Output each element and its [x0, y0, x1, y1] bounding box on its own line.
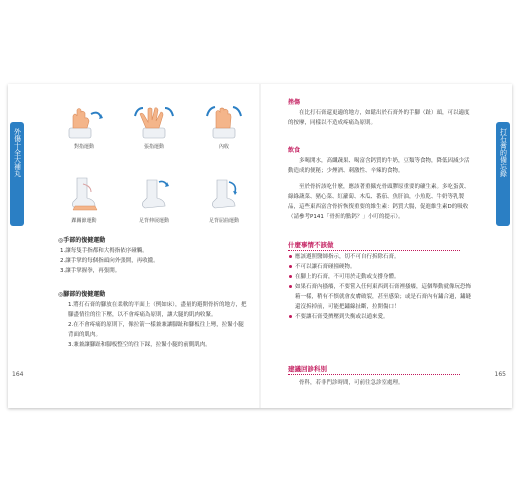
spread-fingers-hand-icon — [131, 104, 177, 140]
illustration-spread-fingers — [128, 104, 180, 150]
left-page — [8, 84, 260, 408]
list-item: 2.在不會疼痛的原則下，像拉箭一樣兼兼讓腳趾和腳板往上彎，拉緊小腿背面的肌肉。 — [68, 322, 244, 338]
section-title: ◎手部的復健運動 — [58, 237, 106, 244]
list-item: 2.讓手掌的每個指頭向外張開，再收攏。 — [60, 258, 159, 264]
list-item: 1.讓每隻手指都和大拇指依序碰觸。 — [60, 248, 148, 254]
list-item: 應該遵照醫師指示，切不可自行拆除石膏。 — [288, 252, 474, 262]
list-item: 不要讓石膏受擠壓到失衡或以通來愛。 — [288, 312, 474, 322]
adduct-fingers-hand-icon — [201, 104, 247, 140]
illustration-finger-touch — [58, 104, 110, 150]
illustration-caption: 內收 — [218, 144, 229, 150]
illustration-plantarflexion — [198, 176, 250, 224]
book-spread — [8, 84, 512, 408]
dont-section-title: 什麼事情不該做 — [288, 240, 460, 251]
page-number-right: 165 — [494, 371, 506, 378]
clinic-section-title: 建議回診科別 — [288, 364, 460, 375]
illustration-caption: 足背屈曲運動 — [208, 218, 239, 224]
fracture-block — [288, 98, 474, 128]
ankle-exercise-foot-icon — [61, 176, 107, 214]
fracture-label: 挫傷 — [288, 99, 301, 106]
finger-touch-hand-icon — [61, 104, 107, 140]
foot-exercise-section — [58, 290, 248, 350]
section-title: ◎腳部的復健運動 — [58, 291, 106, 298]
plantarflexion-foot-icon — [201, 176, 247, 214]
diet-label: 飲食 — [288, 147, 301, 154]
illustration-caption: 踝關節運動 — [71, 218, 97, 224]
list-item: 不可以讓石膏碰撞硬物。 — [288, 262, 474, 272]
fracture-text: 在比打石膏還更適的地方，如鬆出於石膏外的手腳（趾）頭，可以適度的按摩，同樣以不造成疼痛為原則。 — [288, 110, 470, 126]
list-item: 3.讓手掌握拳，再張開。 — [60, 268, 121, 274]
page-number-left: 164 — [12, 371, 24, 378]
diet-text-1: 多喝開水，高纖蔬果、喝富含鈣質的牛奶，豆類等食物，降低因減少活動造成的便秘；少煙酒、刺激性、辛辣的食物。 — [288, 158, 470, 174]
dont-list — [288, 252, 474, 322]
clinic-text: 骨科，若非門診時間，可前往急診室處理。 — [299, 380, 404, 386]
list-item: 在腳上的石膏，不可用於走動或支撐身體。 — [288, 272, 474, 282]
right-side-tab-label: 打石膏的備忘錄 — [499, 128, 508, 177]
left-side-tab — [10, 122, 24, 226]
illustration-caption: 張指運動 — [143, 144, 164, 150]
dorsiflexion-foot-icon — [131, 176, 177, 214]
left-side-tab-label: 外傷十全大補丸 — [13, 128, 22, 177]
list-item: 3.兼兼讓腳趾和腳板整空的往下踩，拉緊小腿的前側肌肉。 — [68, 342, 211, 348]
diet-block — [288, 146, 474, 222]
foot-illustrations-row — [58, 176, 250, 224]
right-side-tab — [496, 122, 510, 226]
illustration-ankle — [58, 176, 110, 224]
illustration-dorsiflexion — [128, 176, 180, 224]
illustration-caption: 足背伸展運動 — [138, 218, 169, 224]
list-item: 如果石膏內搔癢，不要嘗入任何東西到石膏裡搔癢，這個舉動就像玩恐怖箱一樣，稍有不慎就會皮膚破裂，甚至感染；或是石膏內有鏽合過，鏽縫還沒拆掉前，可能把鏽線扯斷，拉開傷口！ — [288, 282, 474, 312]
illustration-adduct — [198, 104, 250, 150]
hand-exercise-section — [58, 236, 248, 276]
right-page — [260, 84, 512, 408]
hand-illustrations-row — [58, 104, 250, 150]
diet-text-2: 至於骨折該吃什麼，應該著重攝充骨頭膠原重要的礦生素。多吃蛋黃、綠綠蔬菜、豬心菜、紅蘿蔔、木瓜、番茄、魚肝油，小魚乾、牛奶等乳製品，這些東西富含骨折恢復重要的維生素：鈣質大腸，促進維生素D的吸收（請參考P141「骨折的點鈣？」小叮的提示）。 — [288, 184, 470, 220]
illustration-caption: 對指運動 — [73, 144, 94, 150]
list-item: 1.將打石膏的腳放在柔軟的平面上（例如床），盡量的避開骨折的地方，把腳盡情往的往下壓，以不會疼痛為原則，讓大腿的肌肉收緊。 — [68, 302, 247, 318]
